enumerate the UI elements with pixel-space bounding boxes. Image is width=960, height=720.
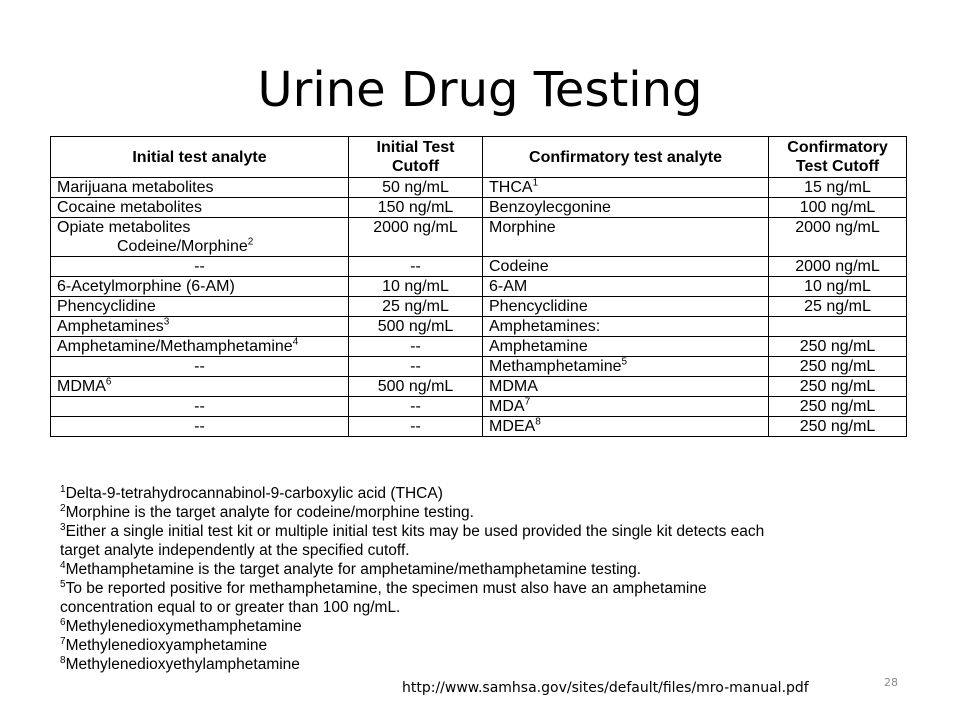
initial-analyte-cell: Phencyclidine xyxy=(51,297,349,317)
header-confirmatory-cutoff: Confirmatory Test Cutoff xyxy=(769,137,907,178)
confirmatory-cutoff-cell: 250 ng/mL xyxy=(769,397,907,417)
footnote-3-continued: target analyte independently at the specified cutoff. xyxy=(60,542,410,559)
footnote-ref: 5 xyxy=(621,356,628,368)
initial-cutoff-cell: -- xyxy=(349,357,483,377)
confirmatory-analyte-cell: MDEA$^8$ xyxy=(483,417,769,437)
table-row xyxy=(51,277,907,297)
table-row xyxy=(51,337,907,357)
footnote-5: $^5$To be reported positive for methamphetamine, the specimen must also have an amphetamine xyxy=(60,578,707,597)
confirmatory-analyte-cell: Amphetamine xyxy=(483,337,769,357)
confirmatory-analyte-cell: Methamphetamine$^5$ xyxy=(483,357,769,377)
table-row xyxy=(51,417,907,437)
initial-analyte-line: Opiate metabolites xyxy=(57,219,191,236)
confirmatory-cutoff-cell: 250 ng/mL xyxy=(769,357,907,377)
initial-analyte-cell: 6-Acetylmorphine (6-AM) xyxy=(51,277,349,297)
initial-analyte-cell: MDMA$^6$ xyxy=(51,377,349,397)
header-confirmatory-analyte: Confirmatory test analyte xyxy=(483,137,769,178)
table-row xyxy=(51,198,907,218)
initial-cutoff-cell: 500 ng/mL xyxy=(349,317,483,337)
table-row xyxy=(51,357,907,377)
table-row xyxy=(51,377,907,397)
footnote-7: $^7$Methylenedioxyamphetamine xyxy=(60,635,268,654)
table-row xyxy=(51,397,907,417)
confirmatory-cutoff-cell: 2000 ng/mL xyxy=(769,218,907,257)
page-number: 28 xyxy=(884,676,898,689)
source-url-link[interactable]: http://www.samhsa.gov/sites/default/files/mro-manual.pdf xyxy=(402,680,809,696)
initial-analyte-cell: Amphetamines$^3$ xyxy=(51,317,349,337)
slide-title: Urine Drug Testing xyxy=(257,62,703,118)
initial-cutoff-cell: 150 ng/mL xyxy=(349,198,483,218)
initial-analyte-cell: Cocaine metabolites xyxy=(51,198,349,218)
table-row xyxy=(51,297,907,317)
footnote-ref: 3 xyxy=(163,316,170,328)
confirmatory-analyte-cell: MDA$^7$ xyxy=(483,397,769,417)
footnote-5-continued: concentration equal to or greater than 100 ng/mL. xyxy=(60,599,401,616)
footnote-ref: 2 xyxy=(247,236,254,248)
initial-cutoff-cell: 50 ng/mL xyxy=(349,178,483,198)
footnote-1: $^1$Delta-9-tetrahydrocannabinol-9-carboxylic acid (THCA) xyxy=(60,483,443,502)
initial-analyte-cell: -- xyxy=(51,417,349,437)
header-initial-analyte: Initial test analyte xyxy=(51,137,349,178)
initial-cutoff-cell: -- xyxy=(349,417,483,437)
initial-analyte-cell: -- xyxy=(51,357,349,377)
drug-cutoff-table xyxy=(50,136,908,468)
footnote-ref: 7 xyxy=(524,396,531,408)
footnote-6: $^6$Methylenedioxymethamphetamine xyxy=(60,616,302,635)
confirmatory-cutoff-cell: 2000 ng/mL xyxy=(769,257,907,277)
confirmatory-analyte-cell: Phencyclidine xyxy=(483,297,769,317)
confirmatory-analyte-cell: Morphine xyxy=(483,218,769,257)
confirmatory-analyte-cell: Codeine xyxy=(483,257,769,277)
table-row xyxy=(51,317,907,337)
confirmatory-analyte-cell: MDMA xyxy=(483,377,769,397)
confirmatory-analyte-cell: THCA$^1$ xyxy=(483,178,769,198)
confirmatory-cutoff-cell: 250 ng/mL xyxy=(769,377,907,397)
footnote-ref: 1 xyxy=(532,177,539,189)
confirmatory-cutoff-cell: 250 ng/mL xyxy=(769,417,907,437)
table-header-row xyxy=(51,137,907,178)
header-initial-cutoff: Initial Test Cutoff xyxy=(349,137,483,178)
footnote-ref: 8 xyxy=(535,416,541,428)
confirmatory-analyte-cell: 6-AM xyxy=(483,277,769,297)
initial-cutoff-cell: -- xyxy=(349,257,483,277)
table-row xyxy=(51,178,907,198)
table-row xyxy=(51,257,907,277)
initial-analyte-cell xyxy=(51,218,349,257)
confirmatory-cutoff-cell: 15 ng/mL xyxy=(769,178,907,198)
confirmatory-cutoff-cell: 250 ng/mL xyxy=(769,337,907,357)
footnote-3: $^3$Either a single initial test kit or multiple initial test kits may be used provided the single kit detects each xyxy=(60,521,765,540)
footnote-ref: 6 xyxy=(105,376,112,388)
table-row xyxy=(51,218,907,257)
initial-cutoff-cell: 500 ng/mL xyxy=(349,377,483,397)
initial-analyte-cell: Amphetamine/Methamphetamine$^4$ xyxy=(51,337,349,357)
initial-analyte-cell: -- xyxy=(51,257,349,277)
initial-cutoff-cell: 10 ng/mL xyxy=(349,277,483,297)
footnotes xyxy=(60,484,860,674)
confirmatory-cutoff-cell: 100 ng/mL xyxy=(769,198,907,218)
footnote-2: $^2$Morphine is the target analyte for codeine/morphine testing. xyxy=(60,502,474,521)
footnote-8: $^8$Methylenedioxyethylamphetamine xyxy=(60,654,300,673)
initial-analyte-cell: -- xyxy=(51,397,349,417)
confirmatory-analyte-cell: Amphetamines: xyxy=(483,317,769,337)
initial-cutoff-cell: 2000 ng/mL xyxy=(349,218,483,257)
initial-cutoff-cell: 25 ng/mL xyxy=(349,297,483,317)
initial-analyte-subline: Codeine/Morphine$^2$ xyxy=(117,236,254,255)
footnote-ref: 4 xyxy=(292,336,299,348)
footnote-4: $^4$Methamphetamine is the target analyte for amphetamine/methamphetamine testing. xyxy=(60,559,642,578)
confirmatory-analyte-cell: Benzoylecgonine xyxy=(483,198,769,218)
initial-analyte-cell: Marijuana metabolites xyxy=(51,178,349,198)
confirmatory-cutoff-cell: 25 ng/mL xyxy=(769,297,907,317)
confirmatory-cutoff-cell: 10 ng/mL xyxy=(769,277,907,297)
confirmatory-cutoff-cell xyxy=(769,317,907,337)
initial-cutoff-cell: -- xyxy=(349,397,483,417)
initial-cutoff-cell: -- xyxy=(349,337,483,357)
